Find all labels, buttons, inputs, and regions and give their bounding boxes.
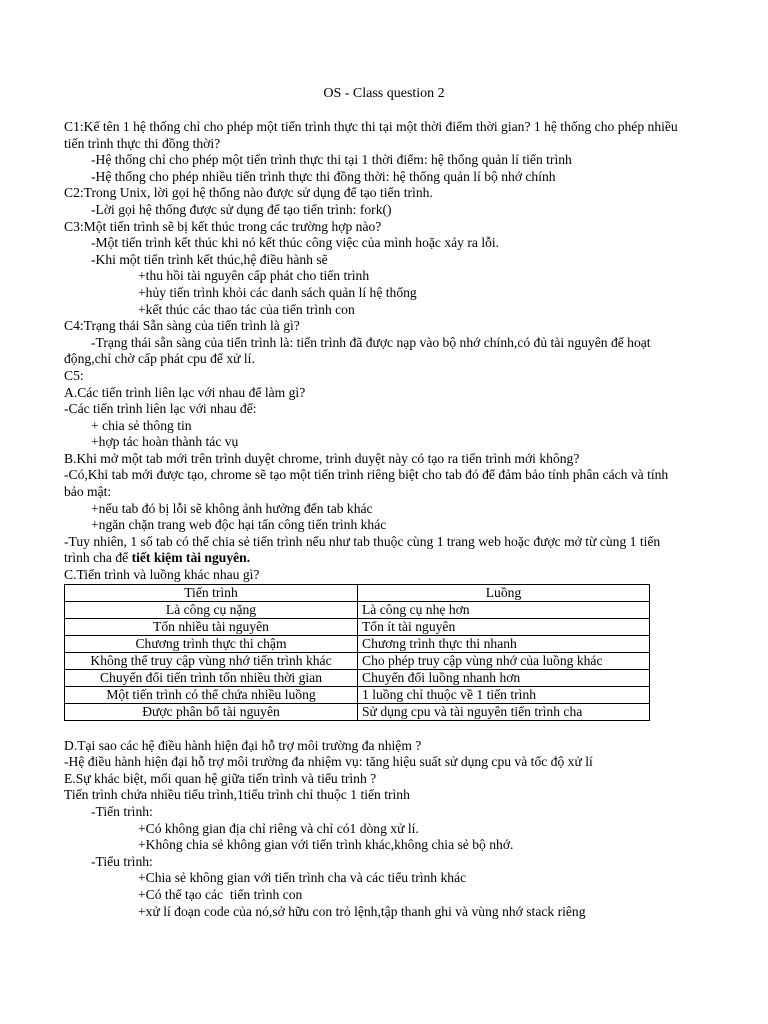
text-line: +kết thúc các thao tác của tiến trình con [138,301,355,317]
table-cell: Không thể truy cập vùng nhớ tiến trình khác [65,652,358,669]
text-line: +thu hồi tài nguyên cấp phát cho tiến trình [138,268,370,284]
table-cell: Chương trình thực thi chậm [65,635,358,652]
text-line: + chia sẻ thông tin [91,417,192,433]
page-title: OS - Class question 2 [323,86,445,101]
table-row [65,686,650,703]
text-line: C4:Trạng thái Sẵn sàng của tiến trình là gì? [64,318,300,334]
text-line: -Hệ thống cho phép nhiều tiến trình thực thi đồng thời: hệ thống quản lí bộ nhớ chính [91,168,556,184]
table-row [65,703,650,720]
text-line: +Chia sẻ không gian với tiến trình cha và các tiểu trình khác [138,870,467,886]
text-line: +Có không gian địa chỉ riêng và chỉ có1 dòng xử lí. [138,820,419,836]
table-cell: Sử dụng cpu và tài nguyên tiến trình cha [358,703,650,720]
table-header-cell: Luồng [358,584,650,601]
table-cell: Tốn nhiều tài nguyên [65,618,358,635]
text-line: +hủy tiến trình khỏi các danh sách quản lí hệ thống [138,284,417,300]
bottom-section [64,738,684,921]
top-section [64,119,684,534]
text-line: +nếu tab đó bị lỗi sẽ không ảnh hưởng đến tab khác [91,500,373,516]
text-line: -Tiểu trình: [91,853,153,869]
table-row [65,635,650,652]
table-question: C.Tiến trình và luồng khác nhau gì? [64,567,260,583]
table-cell: 1 luồng chỉ thuộc về 1 tiến trình [358,686,650,703]
text-line: Tiến trình chứa nhiều tiểu trình,1tiểu trình chỉ thuộc 1 tiến trình [64,787,410,803]
text-line: C3:Một tiến trình sẽ bị kết thúc trong các trường hợp nào? [64,218,382,234]
text-line: -Một tiến trình kết thúc khi nó kết thúc công việc của mình hoặc xảy ra lỗi. [91,235,500,251]
table-cell: Tốn ít tài nguyên [358,618,650,635]
text-line: +xử lí đoạn code của nó,sở hữu con trỏ lệnh,tập thanh ghi và vùng nhớ stack riêng [138,903,586,919]
comparison-table [64,584,650,721]
table-row [65,669,650,686]
text-line: E.Sự khác biệt, mối quan hệ giữa tiến trình và tiểu trình ? [64,770,377,786]
text-line: D.Tại sao các hệ điều hành hiện đại hỗ trợ môi trường đa nhiệm ? [64,737,422,753]
table-cell: Là công cụ nặng [65,601,358,618]
table-header-row [65,584,650,601]
tab-sharing-paragraph [64,534,684,567]
text-line: C5: [64,367,84,383]
table-cell: Chuyển đổi luồng nhanh hơn [358,669,650,686]
text-line: -Hệ thống chỉ cho phép một tiến trình thực thi tại 1 thời điểm: hệ thống quản lí tiến trình [91,152,572,168]
text-line: C2:Trong Unix, lời gọi hệ thống nào được sử dụng để tạo tiến trình. [64,185,433,201]
text-line: +hợp tác hoàn thành tác vụ [91,434,239,450]
text-line: -Lời gọi hệ thống được sử dụng để tạo tiến trình: fork() [91,201,392,217]
text-line: -Khi một tiến trình kết thúc,hệ điều hành sẽ [91,251,328,267]
table-header-cell: Tiến trình [65,584,358,601]
table-row [65,652,650,669]
table-cell: Là công cụ nhẹ hơn [358,601,650,618]
text-line: +Có thể tạo các tiến trình con [138,886,303,902]
text-line: -Có,Khi tab mới được tạo, chrome sẽ tạo một tiến trình riêng biệt cho tab đó để đảm bảo tính phân cách và tính bảo mật: [64,467,672,500]
text-line: -Trạng thái sẵn sàng của tiến trình là: tiến trình đã được nạp vào bộ nhớ chính,có đủ tài nguyên để hoạt động,chỉ chờ cấp phát cpu để xử lí. [64,334,654,367]
text-line: B.Khi mở một tab mới trên trình duyệt chrome, trình duyệt này có tạo ra tiến trình mới không? [64,450,580,466]
text-line: -Các tiến trình liên lạc với nhau để: [64,401,257,417]
table-cell: Chuyển đổi tiến trình tốn nhiều thời gian [65,669,358,686]
tab-sharing-bold: tiết kiệm tài nguyên. [131,550,251,566]
table-row [65,618,650,635]
text-line: C1:Kể tên 1 hệ thống chỉ cho phép một tiến trình thực thi tại một thời điểm thời gian? 1 hệ thống cho phép nhiều tiến trình thực thi đồng thời? [64,119,682,151]
text-line: A.Các tiến trình liên lạc với nhau để làm gì? [64,384,306,400]
document-body [64,119,684,920]
table-cell: Chương trình thực thi nhanh [358,635,650,652]
text-line: -Hệ điều hành hiện đại hỗ trợ môi trường đa nhiệm vụ: tăng hiệu suất sử dụng cpu và tốc độ xử lí [64,754,593,770]
table-cell: Được phân bổ tài nguyên [65,703,358,720]
tab-sharing-text: -Tuy nhiên, 1 số tab có thể chia sẻ tiến trình nếu như tab thuộc cùng 1 trang web hoặc được mở từ cùng 1 tiến trình cha để [64,533,664,566]
text-line: +Không chia sẻ không gian với tiến trình khác,không chia sẻ bộ nhớ. [138,837,514,853]
spacer [64,721,684,738]
table-cell: Một tiến trình có thể chứa nhiều luồng [65,686,358,703]
text-line: +ngăn chặn trang web độc hại tấn công tiến trình khác [91,517,387,533]
table-cell: Cho phép truy cập vùng nhớ của luồng khác [358,652,650,669]
table-row [65,601,650,618]
text-line: -Tiến trình: [91,804,153,819]
